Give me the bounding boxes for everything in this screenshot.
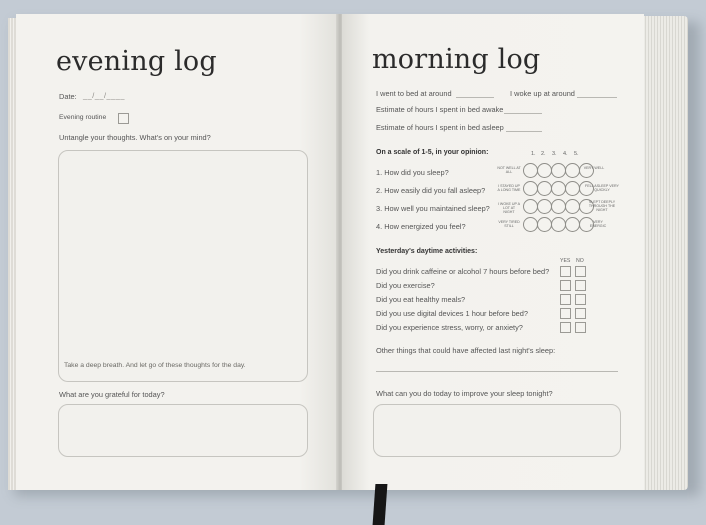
- rating-circle[interactable]: [565, 217, 580, 232]
- scale-high-label: SLEPT DEEPLY THROUGH THE NIGHT: [588, 200, 616, 213]
- activity-no-checkbox[interactable]: [575, 308, 586, 319]
- scale-low-label: VERY TIRED STILL: [498, 220, 520, 229]
- activity-no-checkbox[interactable]: [575, 322, 586, 333]
- no-column-label: NO: [576, 258, 584, 264]
- question-label: 2. How easily did you fall asleep?: [376, 186, 486, 195]
- activity-no-checkbox[interactable]: [575, 280, 586, 291]
- activity-yes-checkbox[interactable]: [560, 308, 571, 319]
- scale-low-label: I STAYED UP A LONG TIME: [497, 184, 521, 193]
- rating-circle[interactable]: [551, 217, 566, 232]
- grateful-prompt: What are you grateful for today?: [59, 390, 165, 399]
- awake-hours-label: Estimate of hours I spent in bed awake: [376, 105, 504, 114]
- rating-circle[interactable]: [537, 199, 552, 214]
- scale-high-label: VERY ENERGIC: [589, 220, 607, 229]
- asleep-hours-label: Estimate of hours I spent in bed asleep: [376, 123, 504, 132]
- wake-time-label: I woke up at around: [510, 89, 575, 98]
- question-label: 1. How did you sleep?: [376, 168, 449, 177]
- evening-routine-checkbox[interactable]: [118, 113, 129, 124]
- rating-circle[interactable]: [537, 181, 552, 196]
- improve-prompt: What can you do today to improve your sleep tonight?: [376, 389, 553, 398]
- rating-circle[interactable]: [523, 163, 538, 178]
- other-things-prompt: Other things that could have affected last night's sleep:: [376, 346, 556, 355]
- rating-circle[interactable]: [523, 181, 538, 196]
- improve-box[interactable]: [373, 404, 621, 457]
- scale-high-label: VERY WELL: [583, 166, 605, 170]
- activity-question: Did you experience stress, worry, or anxiety?: [376, 323, 523, 332]
- scale-number: 2.: [541, 151, 546, 157]
- activity-yes-checkbox[interactable]: [560, 322, 571, 333]
- morning-log-page: [342, 14, 644, 490]
- wake-time-line[interactable]: [577, 97, 617, 98]
- rating-circle[interactable]: [523, 217, 538, 232]
- question-label: 4. How energized you feel?: [376, 222, 466, 231]
- rating-circle[interactable]: [565, 199, 580, 214]
- rating-circle[interactable]: [551, 199, 566, 214]
- activity-no-checkbox[interactable]: [575, 294, 586, 305]
- asleep-hours-line[interactable]: [506, 131, 542, 132]
- evening-log-title: evening log: [56, 46, 217, 77]
- scale-number: 1.: [531, 151, 536, 157]
- activities-heading: Yesterday's daytime activities:: [376, 248, 478, 255]
- date-label: Date:: [59, 92, 77, 101]
- yes-column-label: YES: [560, 258, 571, 264]
- activity-question: Did you eat healthy meals?: [376, 295, 466, 304]
- activity-no-checkbox[interactable]: [575, 266, 586, 277]
- activity-question: Did you use digital devices 1 hour before bed?: [376, 309, 529, 318]
- grateful-box[interactable]: [58, 404, 308, 457]
- morning-log-title: morning log: [372, 44, 541, 75]
- page-edges-right: [640, 16, 688, 490]
- activity-yes-checkbox[interactable]: [560, 294, 571, 305]
- activity-question: Did you drink caffeine or alcohol 7 hours before bed?: [376, 267, 550, 276]
- scale-low-label: NOT WELL AT ALL: [497, 166, 521, 175]
- activity-yes-checkbox[interactable]: [560, 266, 571, 277]
- rating-circle[interactable]: [565, 163, 580, 178]
- scale-heading: On a scale of 1-5, in your opinion:: [376, 149, 489, 156]
- scale-low-label: I WOKE UP A LOT AT NIGHT: [497, 202, 521, 215]
- evening-log-page: [16, 14, 338, 490]
- breath-note: Take a deep breath. And let go of these thoughts for the day.: [64, 362, 246, 369]
- scale-high-label: FELL ASLEEP VERY QUICKLY: [585, 184, 619, 193]
- scale-number: 5.: [574, 151, 579, 157]
- rating-circle[interactable]: [551, 163, 566, 178]
- awake-hours-line[interactable]: [504, 113, 542, 114]
- date-blank[interactable]: __/__/____: [83, 91, 125, 100]
- evening-routine-label: Evening routine: [59, 114, 107, 121]
- rating-circle[interactable]: [537, 163, 552, 178]
- rating-circle[interactable]: [523, 199, 538, 214]
- rating-circle[interactable]: [551, 181, 566, 196]
- activity-question: Did you exercise?: [376, 281, 435, 290]
- question-label: 3. How well you maintained sleep?: [376, 204, 490, 213]
- other-things-line[interactable]: [376, 371, 618, 372]
- activity-yes-checkbox[interactable]: [560, 280, 571, 291]
- scale-number: 4.: [563, 151, 568, 157]
- rating-circle[interactable]: [537, 217, 552, 232]
- bed-time-line[interactable]: [456, 97, 494, 98]
- ribbon-bookmark: [373, 484, 388, 525]
- bed-time-label: I went to bed at around: [376, 89, 452, 98]
- scale-number: 3.: [552, 151, 557, 157]
- thoughts-prompt: Untangle your thoughts. What's on your mind?: [59, 133, 211, 142]
- rating-circle[interactable]: [565, 181, 580, 196]
- thoughts-box[interactable]: [58, 150, 308, 382]
